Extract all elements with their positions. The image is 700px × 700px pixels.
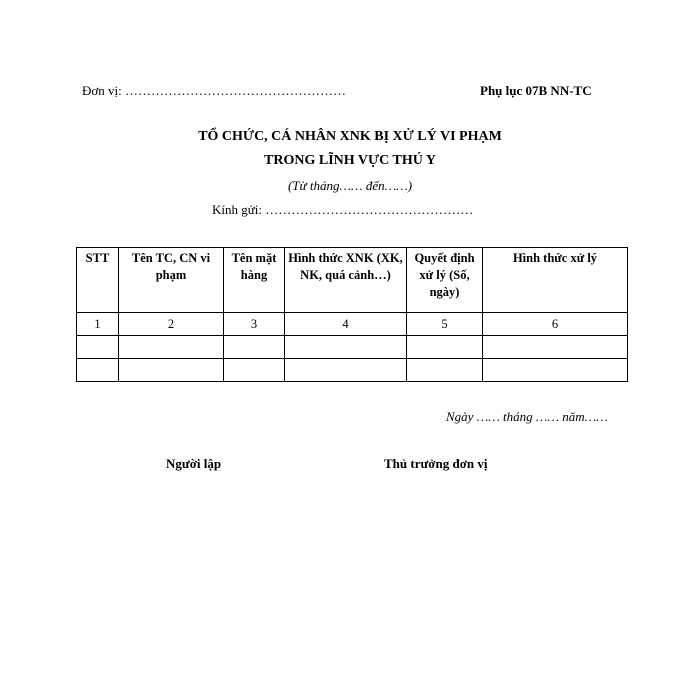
table-cell	[285, 359, 407, 382]
header-decision: Quyết định xử lý (Số, ngày)	[407, 248, 483, 313]
table-row	[77, 336, 628, 359]
column-number: 2	[119, 313, 224, 336]
table-cell	[119, 359, 224, 382]
table-cell	[407, 359, 483, 382]
violations-table	[76, 247, 628, 382]
document-title: TỔ CHỨC, CÁ NHÂN XNK BỊ XỬ LÝ VI PHẠM	[198, 129, 502, 144]
table-cell	[285, 336, 407, 359]
table-cell	[77, 336, 119, 359]
table-numbering-row	[77, 313, 628, 336]
table-cell	[119, 336, 224, 359]
header-xnk-form: Hình thức XNK (XK, NK, quá cảnh…)	[285, 248, 407, 313]
column-number: 5	[407, 313, 483, 336]
table-cell	[77, 359, 119, 382]
header-violator-name: Tên TC, CN vi phạm	[119, 248, 224, 313]
head-of-unit-signature-label: Thủ trưởng đơn vị	[384, 456, 488, 471]
date-line: Ngày …… tháng …… năm……	[446, 409, 608, 424]
preparer-signature-label: Người lập	[166, 456, 222, 471]
header-handling-form: Hình thức xử lý	[483, 248, 628, 313]
table-cell	[407, 336, 483, 359]
table-row	[77, 359, 628, 382]
table-cell	[483, 336, 628, 359]
column-number: 6	[483, 313, 628, 336]
column-number: 3	[224, 313, 285, 336]
table-cell	[224, 336, 285, 359]
column-number: 1	[77, 313, 119, 336]
reporting-period: (Từ tháng…… đến……)	[287, 178, 413, 193]
header-goods-name: Tên mặt hàng	[224, 248, 285, 313]
header-stt: STT	[77, 248, 119, 313]
column-number: 4	[285, 313, 407, 336]
table-cell	[483, 359, 628, 382]
table-header-row	[77, 248, 628, 313]
appendix-code: Phụ lục 07B NN-TC	[480, 83, 592, 98]
unit-field-label: Đơn vị: ……………………………………………	[82, 83, 346, 98]
document-subtitle: TRONG LĨNH VỰC THÚ Y	[264, 153, 436, 168]
recipient-line: Kính gửi: …………………………………………	[212, 202, 474, 217]
table-cell	[224, 359, 285, 382]
